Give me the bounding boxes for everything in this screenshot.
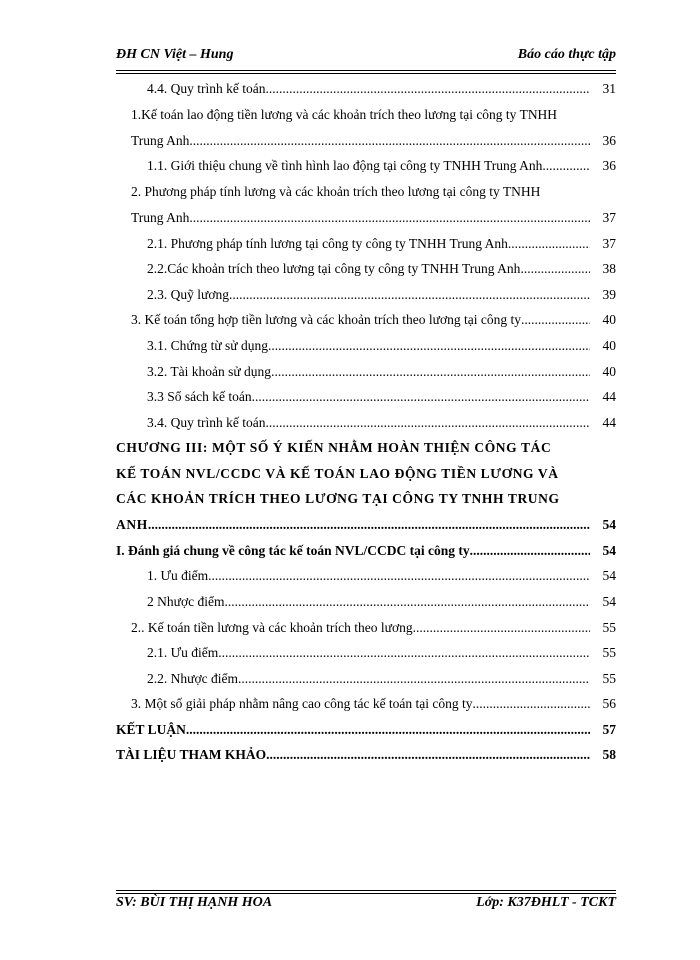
toc-leader	[189, 209, 590, 227]
toc-leader	[265, 80, 590, 98]
toc-entry-page: 57	[602, 722, 616, 737]
toc-leader	[186, 721, 590, 739]
toc-entry-page: 54	[602, 594, 616, 609]
toc-leader	[413, 619, 590, 637]
toc-entry-title: 3.4. Quy trình kế toán	[147, 415, 266, 430]
toc-entry	[147, 414, 616, 432]
toc-entry-page: 36	[602, 133, 616, 148]
toc-entry-title: ANH	[116, 517, 148, 532]
toc-entry	[147, 157, 616, 175]
toc-entry	[147, 363, 616, 381]
toc-entry-title: 1.1. Giới thiệu chung về tình hình lao động tại công ty TNHH Trung Anh	[147, 158, 543, 173]
toc-entry-title: 4.4. Quy trình kế toán	[147, 81, 266, 96]
toc-entry-title: 2.. Kế toán tiền lương và các khoản trích theo lương	[131, 620, 413, 635]
toc-entry	[147, 80, 616, 98]
toc-leader	[271, 363, 590, 381]
toc-leader	[229, 286, 590, 304]
toc-entry-title: 3. Kế toán tổng hợp tiền lương và các khoản trích theo lương tại công ty	[131, 312, 521, 327]
toc-entry	[147, 286, 616, 304]
toc-entry	[147, 567, 616, 585]
toc-entry	[131, 695, 616, 713]
chapter-heading-line: KẾ TOÁN NVL/CCDC VÀ KẾ TOÁN LAO ĐỘNG TIỀN LƯƠNG VÀ	[116, 466, 559, 481]
chapter-heading-line: CHƯƠNG III: MỘT SỐ Ý KIẾN NHẰM HOÀN THIỆN CÔNG TÁC	[116, 440, 552, 455]
toc-entry-title: 2.2.Các khoản trích theo lương tại công ty công ty TNHH Trung Anh	[147, 261, 521, 276]
toc-entry-page: 55	[602, 645, 616, 660]
toc-entry	[147, 593, 616, 611]
chapter-heading-line: CÁC KHOẢN TRÍCH THEO LƯƠNG TẠI CÔNG TY TNHH TRUNG	[116, 491, 560, 506]
toc-entry	[116, 721, 616, 739]
toc-entry	[116, 746, 616, 764]
toc-entry	[116, 516, 616, 534]
toc-entry-title: I. Đánh giá chung về công tác kế toán NVL/CCDC tại công ty	[116, 543, 470, 558]
toc-entry-title: 2. Phương pháp tính lương và các khoản trích theo lương tại công ty TNHH	[131, 184, 541, 199]
toc-entry-page: 58	[602, 747, 616, 762]
toc-leader	[520, 260, 590, 278]
toc-leader	[148, 516, 590, 534]
toc-entry-title: TÀI LIỆU THAM KHẢO	[116, 747, 267, 762]
toc-entry-title: 1.Kế toán lao động tiền lương và các khoản trích theo lương tại công ty TNHH	[131, 107, 558, 122]
toc-entry-page: 44	[602, 415, 616, 430]
toc-entry	[147, 235, 616, 253]
toc-leader	[238, 670, 590, 688]
footer-rule-thin	[116, 893, 616, 894]
footer-class: Lớp: K37ĐHLT - TCKT	[476, 895, 616, 910]
toc-leader	[208, 567, 590, 585]
header-report-title: Báo cáo thực tập	[517, 47, 616, 62]
toc-entry	[147, 260, 616, 278]
toc-leader	[521, 311, 590, 329]
toc-leader	[224, 593, 590, 611]
toc-entry-page: 40	[602, 338, 616, 353]
toc-entry-title: 3.3 Sổ sách kế toán	[147, 389, 252, 404]
toc-leader	[218, 644, 590, 662]
toc-entry-page: 56	[602, 696, 616, 711]
toc-entry	[147, 337, 616, 355]
toc-leader	[265, 414, 590, 432]
toc-entry-page: 55	[602, 620, 616, 635]
toc-entry-title: 3.1. Chứng từ sử dụng	[147, 338, 268, 353]
toc-entry-page: 44	[602, 389, 616, 404]
toc-entry	[131, 132, 616, 150]
toc-entry	[147, 644, 616, 662]
toc-entry-page: 39	[602, 287, 616, 302]
toc-entry-page: 37	[602, 236, 616, 251]
toc-entry	[147, 670, 616, 688]
toc-entry-title: Trung Anh	[131, 210, 190, 225]
footer-student: SV: BÙI THỊ HẠNH HOA	[116, 895, 273, 910]
toc-leader	[266, 746, 590, 764]
toc-leader	[473, 695, 590, 713]
toc-entry-page: 40	[602, 312, 616, 327]
toc-entry-page: 54	[602, 568, 616, 583]
toc-entry-title: Trung Anh	[131, 133, 190, 148]
toc-entry-title: 2 Nhược điểm	[147, 594, 225, 609]
toc-entry-page: 54	[602, 517, 616, 532]
toc-leader	[252, 388, 590, 406]
toc-entry-page: 40	[602, 364, 616, 379]
header-school: ĐH CN Việt – Hung	[116, 47, 234, 62]
toc-leader	[470, 542, 590, 560]
toc-entry	[147, 388, 616, 406]
toc-entry-title: 2.1. Ưu điểm	[147, 645, 219, 660]
toc-entry-title: 1. Ưu điểm	[147, 568, 209, 583]
toc-entry-title: 2.3. Quỹ lương	[147, 287, 229, 302]
toc-entry-title: 2.1. Phương pháp tính lương tại công ty công ty TNHH Trung Anh	[147, 236, 508, 251]
toc-entry-page: 38	[602, 261, 616, 276]
toc-leader	[508, 235, 590, 253]
toc-entry	[131, 209, 616, 227]
toc-entry-title: 2.2. Nhược điểm	[147, 671, 238, 686]
toc-entry	[131, 311, 616, 329]
footer-rule	[116, 890, 616, 891]
toc-entry-page: 36	[602, 158, 616, 173]
toc-leader	[268, 337, 590, 355]
toc-entry-title: 3. Một số giải pháp nhằm nâng cao công tác kế toán tại công ty	[131, 696, 473, 711]
toc-entry	[116, 542, 616, 560]
toc-entry	[131, 619, 616, 637]
toc-entry-title: KẾT LUẬN	[116, 722, 186, 737]
toc-entry-page: 54	[602, 543, 616, 558]
toc-entry-page: 31	[602, 81, 616, 96]
toc-leader	[542, 157, 590, 175]
toc-leader	[189, 132, 590, 150]
toc-entry-page: 55	[602, 671, 616, 686]
toc-entry-title: 3.2. Tài khoản sử dụng	[147, 364, 272, 379]
toc-entry-page: 37	[602, 210, 616, 225]
